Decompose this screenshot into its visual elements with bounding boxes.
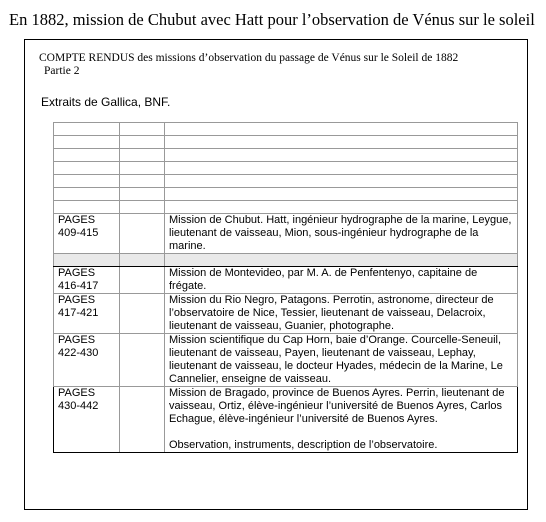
document-part: Partie 2 [44,65,80,77]
table-cell [165,254,518,267]
table-row-empty [54,175,518,188]
table-cell [120,136,165,149]
mission-cell: Mission de Chubut. Hatt, ingénieur hydrographe de la marine, Leygue, lieutenant de vaisseau, Mion, sous-ingénieur hydrographe de la marine. [165,214,518,254]
pages-range: 422-430 [58,347,99,359]
document-frame [24,39,528,510]
table-cell [54,123,120,136]
table-cell [120,188,165,201]
missions-table [53,122,518,453]
table-row-empty [54,162,518,175]
pages-label: PAGES [58,387,96,399]
table-row-separator [54,254,518,267]
pages-cell [54,267,120,294]
mission-cell [165,387,518,453]
pages-range: 417-421 [58,307,99,319]
table-cell [165,136,518,149]
pages-label: PAGES [58,334,96,346]
pages-cell [54,387,120,453]
table-row-empty [54,123,518,136]
table-cell [165,201,518,214]
table-cell [165,188,518,201]
document-heading: COMPTE RENDUS des missions d’observation du passage de Vénus sur le Soleil de 1882 [39,52,459,64]
mission-cell: Mission du Rio Negro, Patagons. Perrotin, astronome, directeur de l’observatoire de Nice, Tessier, lieutenant de vaisseau, Delacroix, lieutenant de vaisseau, Guanier, photographe. [165,294,518,334]
table-row-empty [54,149,518,162]
table-cell [120,162,165,175]
mission-cell: Mission de Montevideo, par M. A. de Penfentenyo, capitaine de frégate. [165,267,518,294]
table-cell [120,201,165,214]
table-cell [165,175,518,188]
pages-range: 409-415 [58,227,99,239]
table-cell [120,123,165,136]
table-row [54,294,518,334]
source-note: Extraits de Gallica, BNF. [41,95,171,109]
table-row [54,267,518,294]
mark-cell [120,267,165,294]
table-row-empty [54,136,518,149]
mission-note: Observation, instruments, description de l’observatoire. [169,439,438,451]
table-row [54,214,518,254]
pages-cell [54,294,120,334]
table-row-empty [54,201,518,214]
table-cell [120,175,165,188]
table-cell [54,136,120,149]
pages-range: 430-442 [58,400,99,412]
table-row-empty [54,188,518,201]
table-cell [165,123,518,136]
page-title: En 1882, mission de Chubut avec Hatt pour l’observation de Vénus sur le soleil [9,10,535,29]
table-row [54,334,518,387]
mark-cell [120,214,165,254]
mark-cell [120,334,165,387]
table-cell [120,254,165,267]
pages-range: 416-417 [58,280,99,292]
table-cell [54,188,120,201]
mark-cell [120,387,165,453]
table-cell [54,175,120,188]
table-row [54,387,518,453]
mission-text: Mission de Bragado, province de Buenos Ayres. Perrin, lieutenant de vaisseau, Ortiz, élève-ingénieur l’université de Buenos Ayres, Carlos Echague, élève-ingénieur l’université de Buenos Ayres. [169,387,505,425]
table-cell [120,149,165,162]
table-cell [54,201,120,214]
table-cell [54,162,120,175]
mark-cell [120,294,165,334]
pages-label: PAGES [58,267,96,279]
mission-cell: Mission scientifique du Cap Horn, baie d’Orange. Courcelle-Seneuil, lieutenant de vaisseau, Payen, lieutenant de vaisseau, Lephay, lieutenant de vaisseau, le docteur Hyades, médecin de la Marine, Le Cannelier, enseigne de vaisseau. [165,334,518,387]
pages-label: PAGES [58,214,96,226]
table-cell [165,162,518,175]
table-cell [165,149,518,162]
table-cell [54,254,120,267]
pages-cell [54,334,120,387]
pages-label: PAGES [58,294,96,306]
table-cell [54,149,120,162]
pages-cell [54,214,120,254]
